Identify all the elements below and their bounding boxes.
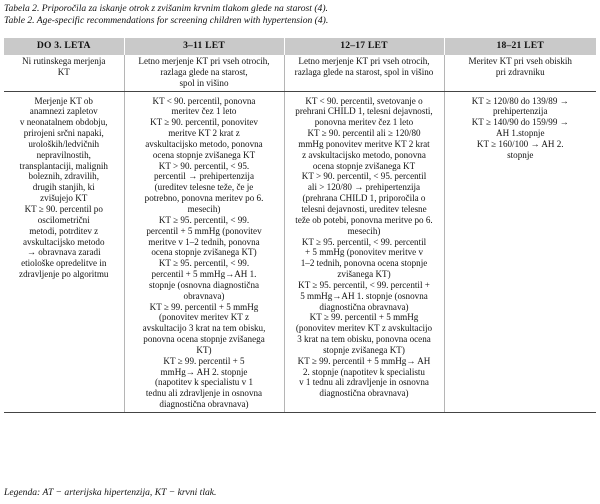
cell-text-line: prehrani CHILD 1, telesni dejavnosti,: [295, 106, 433, 117]
cell-text-line: KT ≥ 90. percentil, ponovitev: [150, 117, 258, 128]
cell-text-line: diagnostična obravnava): [319, 388, 409, 399]
table-legend: Legenda: AT − arterijska hipertenzija, KT − krvni tlak.: [4, 487, 217, 498]
cell-text-line: zvišujejo KT: [40, 193, 88, 204]
caption-slovene: Tabela 2. Priporočila za iskanje otrok z zvišanim krvnim tlakom glede na starost (4).: [4, 3, 328, 14]
table-row-management: [4, 91, 596, 412]
cell-text-line: (napotitev k specialistu v 1: [155, 377, 253, 388]
cell-routine-0-3: [4, 55, 124, 91]
cell-routine-12-17: [284, 55, 444, 91]
cell-routine-3-11: [124, 55, 284, 91]
header-age-0-3: DO 3. LETA: [4, 38, 124, 55]
cell-text-line: Letno merjenje KT pri vseh otrocih,: [138, 56, 270, 66]
cell-text-line: ocena stopnje zvišanega KT: [152, 149, 256, 160]
cell-routine-18-21: [444, 55, 596, 91]
cell-text-line: KT < 90. percentil, ponovna: [152, 95, 256, 106]
header-age-3-11: 3–11 LET: [124, 38, 284, 55]
cell-text-line: KT ≥ 95. percentil, < 99.: [158, 258, 250, 269]
cell-text-line: pri zdravniku: [495, 66, 545, 77]
cell-text-line: meritev čez 1 leto: [171, 106, 237, 117]
cell-text-line: KT ≥ 95. percentil, < 99.: [158, 214, 250, 225]
cell-text-line: uroloških/ledvičnih: [28, 138, 100, 149]
cell-text-line: Letno merjenje KT pri vseh otrocih,: [298, 56, 430, 66]
cell-text-line: → obravnava zaradi: [26, 247, 101, 258]
cell-text-line: ocena stopnje zvišanega KT): [151, 247, 257, 258]
cell-text-line: KT ≥ 99. percentil + 5: [163, 355, 245, 366]
cell-text-line: percentil + 5 mmHg→AH 1.: [151, 269, 257, 280]
header-age-12-17: 12–17 LET: [284, 38, 444, 55]
table-header-row: [4, 38, 596, 55]
cell-text-line: KT ≥ 160/100 → AH 2.: [476, 138, 564, 149]
cell-text-line: (prehrana CHILD 1, priporočila o: [302, 193, 426, 204]
cell-text-line: obravnava): [183, 290, 225, 301]
cell-management-3-11: [124, 91, 284, 412]
cell-text-line: etiološke opredelitve in: [21, 258, 107, 269]
cell-text-line: razlaga glede na starost, spol in višino: [294, 66, 434, 77]
cell-text-line: Ni rutinskega merjenja: [22, 56, 106, 66]
cell-text-line: razlaga glede na starost,: [160, 66, 248, 77]
cell-text-line: 5 mmHg→AH 1. stopnje (osnovna: [300, 290, 428, 301]
cell-text-line: percentil → prehipertenzija: [154, 171, 254, 182]
caption-english: Table 2. Age-specific recommendations for screening children with hypertension (4).: [4, 15, 329, 26]
cell-text-line: KT ≥ 90. percentil ali ≥ 120/80: [307, 128, 421, 139]
cell-text-line: stopnje: [507, 149, 534, 160]
cell-text-line: v 1 tednu ali zdravljenje in osnovna: [299, 377, 429, 388]
cell-text-line: KT ≥ 90. percentil po: [24, 203, 103, 214]
cell-text-line: teže ob potebi, ponovna meritve po 6.: [295, 214, 433, 225]
cell-text-line: percentil + 5 mmHg (ponovitev: [146, 225, 262, 236]
cell-text-line: (ponovitev meritev KT z: [159, 312, 249, 323]
cell-text-line: meritve v 1–2 tednih, ponovna: [148, 236, 260, 247]
cell-text-line: KT: [57, 66, 70, 77]
cell-management-18-21: [444, 91, 596, 412]
cell-text-line: potrebno, ponovna meritev po 6.: [144, 193, 264, 204]
cell-text-line: Meritev KT pri vseh obiskih: [468, 56, 572, 66]
cell-text-line: telesni dejavnosti, ureditev telesne: [301, 203, 427, 214]
cell-text-line: KT ≥ 95. percentil, < 99. percentil: [301, 236, 427, 247]
cell-text-line: ali > 120/80 → prehipertenzija: [307, 182, 421, 193]
cell-text-line: KT < 90. percentil, svetovanje o: [305, 95, 423, 106]
cell-text-line: diagnostična obravnava): [319, 301, 409, 312]
cell-text-line: zdravljenje po algoritmu: [19, 269, 109, 280]
cell-text-line: avskultacijsko metodo, ponovna: [145, 138, 263, 149]
cell-text-line: mesecih): [347, 225, 381, 236]
cell-text-line: KT > 90. percentil, < 95.: [158, 160, 250, 171]
cell-text-line: Merjenje KT ob: [34, 95, 93, 106]
header-age-18-21: 18–21 LET: [444, 38, 596, 55]
cell-management-12-17: [284, 91, 444, 412]
cell-text-line: v neonatalnem obdobju,: [19, 117, 108, 128]
cell-text-line: prirojeni srčni napaki,: [23, 128, 104, 139]
cell-text-line: z avskultacijsko metodo, ponovna: [302, 149, 426, 160]
cell-text-line: meritve KT 2 krat z: [168, 128, 240, 139]
cell-text-line: KT): [196, 344, 212, 355]
cell-text-line: boleznih, zdravilih,: [28, 171, 99, 182]
cell-text-line: ponovna meritev čez 1 leto: [314, 117, 414, 128]
cell-text-line: transplantaciji, malignih: [19, 160, 108, 171]
cell-text-line: KT ≥ 95. percentil, < 99. percentil +: [298, 279, 430, 290]
cell-text-line: anamnezi zapletov: [29, 106, 98, 117]
cell-text-line: ponovna ocena stopnje zvišanega: [143, 334, 265, 345]
cell-text-line: KT ≥ 99. percentil + 5 mmHg: [309, 312, 419, 323]
cell-text-line: KT > 90. percentil, < 95. percentil: [301, 171, 427, 182]
cell-text-line: prehipertenzija: [492, 106, 548, 117]
cell-text-line: 3 krat na tem obisku, ponovna ocena: [297, 334, 431, 345]
cell-text-line: spol in višino: [179, 77, 229, 88]
cell-text-line: ocena stopnje zvišanega KT: [312, 160, 416, 171]
cell-text-line: (ponovitev meritev KT z avskultacijo: [295, 323, 433, 334]
cell-text-line: avskultacijo 3 krat na tem obisku,: [142, 323, 266, 334]
cell-text-line: oscilometrični: [37, 214, 90, 225]
cell-text-line: 1–2 tednih, ponovna ocena stopnje: [300, 258, 428, 269]
table-row-routine: [4, 55, 596, 91]
recommendations-table: [4, 38, 596, 413]
cell-management-0-3: [4, 91, 124, 412]
cell-text-line: stopnje zvišanega KT): [323, 344, 405, 355]
cell-text-line: 2. stopnje (napotitev k specialistu: [303, 366, 425, 377]
cell-text-line: diagnostična obravnava): [159, 399, 249, 410]
cell-text-line: mesecih): [187, 203, 221, 214]
cell-text-line: KT ≥ 99. percentil + 5 mmHg: [149, 301, 259, 312]
cell-text-line: metodi, potrditev z: [29, 225, 99, 236]
cell-text-line: nepravilnostih,: [36, 149, 91, 160]
cell-text-line: (ureditev telesne teže, če je: [154, 182, 254, 193]
cell-text-line: mmHg ponovitev meritve KT 2 krat: [298, 138, 430, 149]
cell-text-line: mmHg→ AH 2. stopnje: [160, 366, 248, 377]
cell-text-line: KT ≥ 99. percentil + 5 mmHg→ AH: [297, 355, 431, 366]
cell-text-line: tednu ali zdravljenje in osnovna: [145, 388, 263, 399]
cell-text-line: drugih stanjih, ki: [32, 182, 95, 193]
cell-text-line: KT ≥ 120/80 do 139/89 →: [471, 95, 569, 106]
cell-text-line: zvišanega KT): [337, 269, 391, 280]
table-caption: [4, 3, 596, 27]
cell-text-line: AH 1.stopnje: [496, 128, 545, 139]
cell-text-line: avskultacijsko metodo: [22, 236, 105, 247]
cell-text-line: KT ≥ 140/90 do 159/99 →: [471, 117, 569, 128]
cell-text-line: + 5 mmHg (ponovitev meritve v: [304, 247, 424, 258]
cell-text-line: stopnje (osnovna diagnostična: [148, 279, 260, 290]
